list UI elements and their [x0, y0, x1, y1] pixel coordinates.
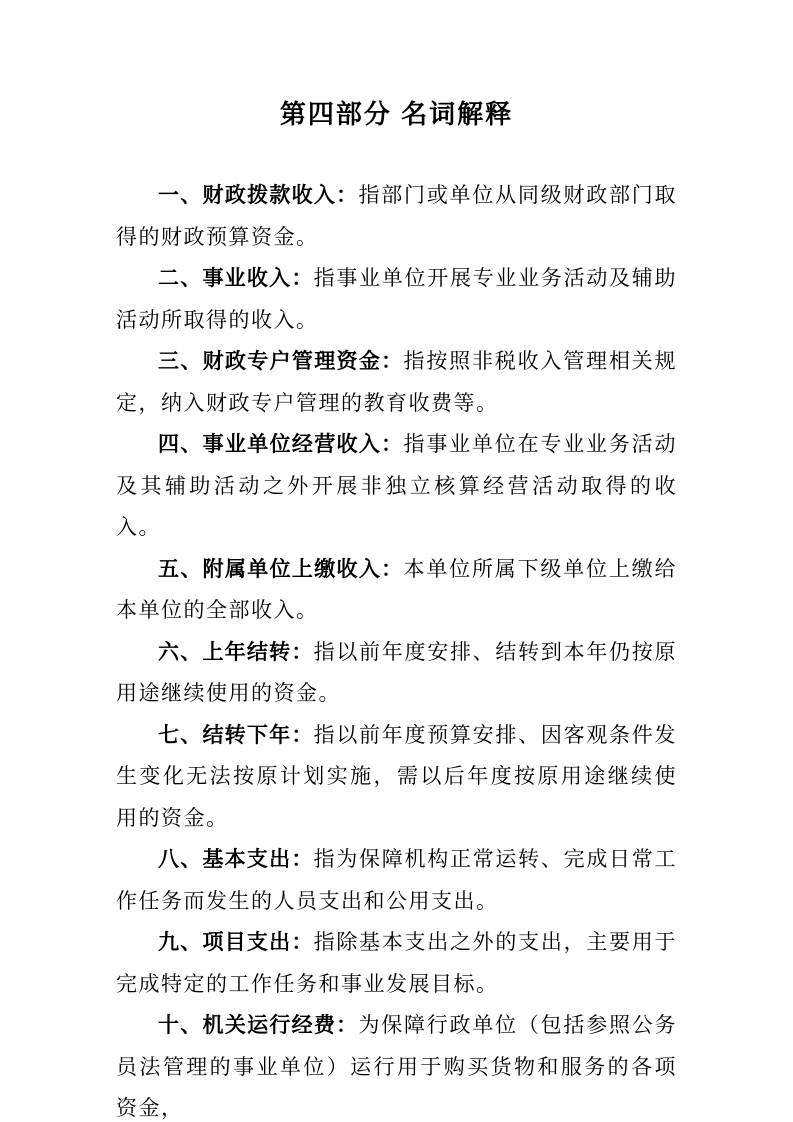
definition-paragraph — [116, 549, 677, 632]
term-definition: 指按照非税收入管理相关规定，纳入财政专户管理的教育收费等。 — [116, 349, 677, 415]
definition-paragraph — [116, 258, 677, 341]
term-label: 三、财政专户管理资金： — [158, 350, 404, 373]
term-label: 六、上年结转： — [158, 640, 314, 664]
definition-paragraph — [116, 175, 677, 258]
term-label: 七、结转下年： — [158, 723, 314, 747]
term-definition: 本单位所属下级单位上缴给本单位的全部收入。 — [116, 556, 677, 622]
term-label: 八、基本支出： — [158, 848, 314, 871]
definition-paragraph — [116, 424, 677, 549]
term-definition: 指除基本支出之外的支出，主要用于完成特定的工作任务和事业发展目标。 — [116, 930, 678, 996]
definitions-list — [116, 175, 677, 1122]
term-label: 十、机关运行经费： — [158, 1014, 359, 1037]
term-definition: 指为保障机构正常运转、完成日常工作任务而发生的人员支出和公用支出。 — [116, 847, 678, 913]
definition-paragraph — [116, 341, 677, 424]
term-definition: 指以前年度安排、结转到本年仍按原用途继续使用的资金。 — [116, 639, 678, 705]
definition-paragraph — [116, 632, 677, 715]
term-definition: 指以前年度预算安排、因客观条件发生变化无法按原计划实施，需以后年度按原用途继续使用的资金。 — [116, 722, 678, 830]
term-label: 二、事业收入： — [158, 267, 314, 290]
definition-paragraph — [116, 715, 677, 840]
definition-paragraph — [116, 922, 677, 1005]
term-label: 五、附属单位上缴收入： — [158, 557, 404, 581]
term-label: 四、事业单位经营收入： — [158, 433, 404, 456]
term-definition: 指事业单位开展专业业务活动及辅助活动所取得的收入。 — [116, 266, 678, 332]
term-definition: 指部门或单位从同级财政部门取得的财政预算资金。 — [116, 183, 678, 249]
definition-paragraph — [116, 1005, 677, 1122]
term-label: 一、财政拨款收入： — [158, 184, 359, 207]
page-title: 第四部分 名词解释 — [279, 99, 514, 129]
definition-paragraph — [116, 839, 677, 922]
term-definition: 为保障行政单位（包括参照公务员法管理的事业单位）运行用于购买货物和服务的各项资金， — [116, 1013, 678, 1120]
term-definition: 指事业单位在专业业务活动及其辅助活动之外开展非独立核算经营活动取得的收入。 — [116, 432, 677, 539]
term-label: 九、项目支出： — [158, 931, 314, 954]
